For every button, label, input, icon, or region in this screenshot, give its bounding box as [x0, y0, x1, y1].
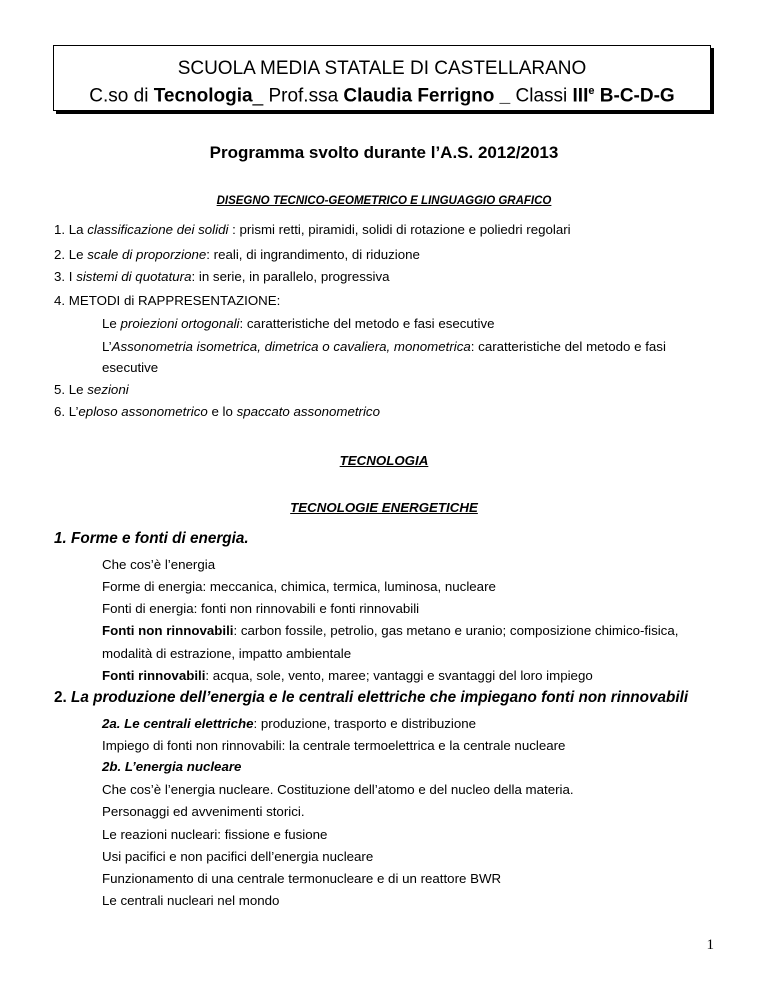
subsection-heading-energia-nucleare: 2b. L’energia nucleare: [102, 759, 242, 774]
list-subitem: Fonti non rinnovabili: carbon fossile, petrolio, gas metano e uranio; composizione chimico-fisica,: [102, 623, 679, 638]
school-header-box: [53, 45, 711, 111]
list-subitem: Usi pacifici e non pacifici dell’energia nucleare: [102, 849, 374, 864]
list-subitem: Forme di energia: meccanica, chimica, termica, luminosa, nucleare: [102, 579, 496, 594]
teacher-name: Claudia Ferrigno _: [343, 85, 511, 107]
list-subitem: Funzionamento di una centrale termonucleare e di un reattore BWR: [102, 871, 502, 886]
list-subitem: Le proiezioni ortogonali: caratteristiche del metodo e fasi esecutive: [102, 316, 495, 331]
list-subitem: Le centrali nucleari nel mondo: [102, 893, 280, 908]
list-item: 5. Le sezioni: [54, 382, 129, 397]
course-prefix: C.so di: [89, 85, 154, 107]
list-subitem: Fonti rinnovabili: acqua, sole, vento, maree; vantaggi e svantaggi del loro impiego: [102, 668, 593, 683]
list-subitem: 2a. Le centrali elettriche: produzione, trasporto e distribuzione: [102, 716, 476, 731]
teacher-prefix: _ Prof.ssa: [252, 85, 344, 107]
list-subitem: Che cos’è l’energia nucleare. Costituzione dell’atomo e del nucleo della materia.: [102, 782, 574, 797]
list-subitem: Personaggi ed avvenimenti storici.: [102, 804, 305, 819]
list-item: 1. La classificazione dei solidi : prismi retti, piramidi, solidi di rotazione e poliedri regolari: [54, 222, 571, 237]
list-item: 2. Le scale di proporzione: reali, di ingrandimento, di riduzione: [54, 247, 420, 262]
section-heading-tecnologie-energetiche: TECNOLOGIE ENERGETICHE: [290, 500, 478, 515]
list-subitem: Le reazioni nucleari: fissione e fusione: [102, 827, 328, 842]
class-year: III: [572, 85, 589, 107]
list-item: 3. I sistemi di quotatura: in serie, in parallelo, progressiva: [54, 269, 390, 284]
course-subject: Tecnologia: [153, 85, 253, 107]
list-subitem-continuation: modalità di estrazione, impatto ambientale: [102, 646, 352, 661]
document-title: Programma svolto durante l’A.S. 2012/2013: [209, 143, 559, 162]
part-heading-forme-fonti: 1. Forme e fonti di energia.: [54, 530, 249, 547]
list-item: 6. L’eploso assonometrico e lo spaccato assonometrico: [54, 404, 380, 419]
list-subitem: L’Assonometria isometrica, dimetrica o cavaliera, monometrica: caratteristiche del metodo e fasi: [102, 339, 666, 354]
class-sections: B-C-D-G: [594, 85, 675, 107]
section-heading-tecnologia: TECNOLOGIA: [339, 453, 429, 468]
classes-prefix: Classi: [510, 85, 573, 107]
list-subitem: Che cos’è l’energia: [102, 557, 216, 572]
school-name: SCUOLA MEDIA STATALE DI CASTELLARANO: [177, 58, 587, 79]
list-subitem-continuation: esecutive: [102, 360, 159, 375]
list-subitem: Impiego di fonti non rinnovabili: la centrale termoelettrica e la centrale nucleare: [102, 738, 566, 753]
page-number: 1: [706, 937, 714, 953]
list-item: 4. METODI di RAPPRESENTAZIONE:: [54, 293, 281, 308]
list-subitem: Fonti di energia: fonti non rinnovabili e fonti rinnovabili: [102, 601, 420, 616]
course-line: [54, 80, 710, 107]
class-year-superscript: e: [588, 85, 595, 97]
section-heading-disegno: DISEGNO TECNICO-GEOMETRICO E LINGUAGGIO GRAFICO: [216, 195, 552, 207]
part-heading-produzione-energia: 2. La produzione dell’energia e le centrali elettriche che impiegano fonti non rinnovabili: [54, 689, 689, 706]
